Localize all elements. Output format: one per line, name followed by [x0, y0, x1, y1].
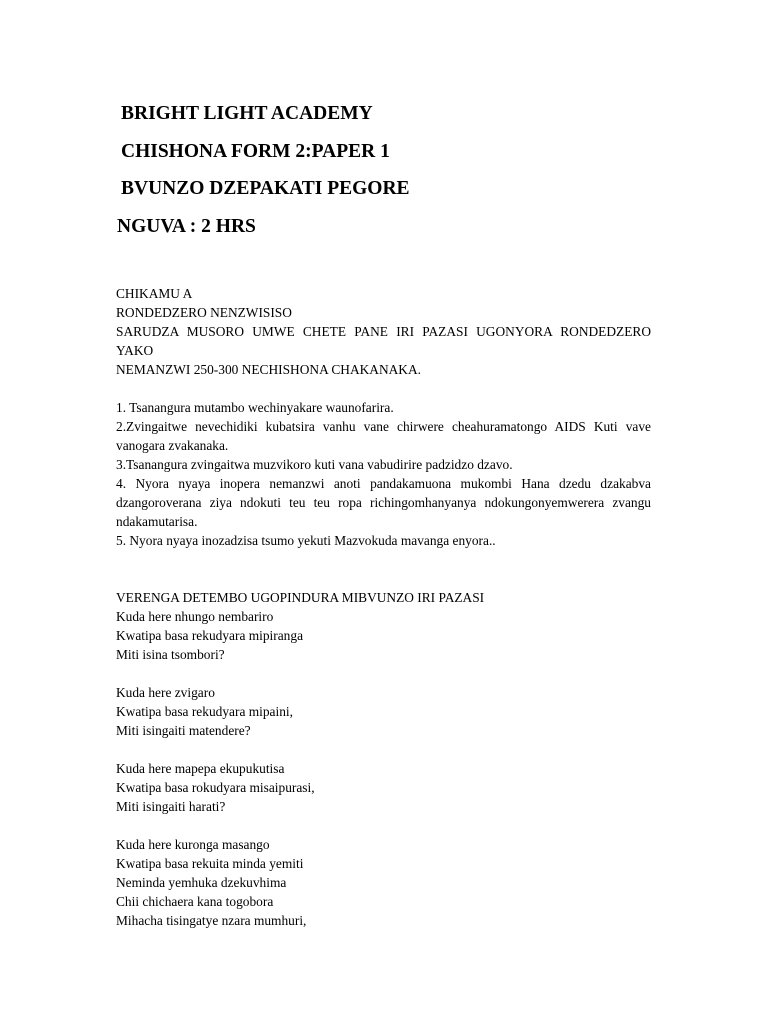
subject-title: CHISHONA FORM 2:PAPER 1 — [121, 141, 390, 162]
poem-stanza — [116, 607, 651, 664]
poem-line: Kuda here zvigaro — [116, 685, 215, 700]
word-count-instruction: NEMANZWI 250-300 NECHISHONA CHAKANAKA. — [116, 362, 421, 377]
duration-label: NGUVA : 2 HRS — [117, 216, 256, 237]
poem-line: Chii chichaera kana togobora — [116, 894, 274, 909]
poem-line: Kwatipa basa rekuita minda yemiti — [116, 856, 304, 871]
question-item: 2.Zvingaitwe nevechidiki kubatsira vanhu vane chirwere cheahuramatongo AIDS Kuti vave vanogara zvakanaka. — [116, 419, 651, 453]
section-title: CHIKAMU A — [116, 286, 193, 301]
exam-title: BVUNZO DZEPAKATI PEGORE — [121, 178, 410, 199]
poem-line: Miti isingaiti matendere? — [116, 723, 251, 738]
poem-line: Kwatipa basa rokudyara misaipurasi, — [116, 780, 315, 795]
poem-stanza — [116, 835, 651, 930]
poem-line: Mihacha tisingatye nzara mumhuri, — [116, 913, 307, 928]
question-item: 5. Nyora nyaya inozadzisa tsumo yekuti Mazvokuda mavanga enyora.. — [116, 533, 496, 548]
poem-line: Miti isingaiti harati? — [116, 799, 226, 814]
poem-line: Kwatipa basa rekudyara mipiranga — [116, 628, 304, 643]
poem-line: Kuda here nhungo nembariro — [116, 609, 274, 624]
section-instruction: SARUDZA MUSORO UMWE CHETE PANE IRI PAZASI UGONYORA RONDEDZERO YAKO — [116, 324, 651, 358]
poem-line: Kuda here kuronga masango — [116, 837, 270, 852]
poem-line: Neminda yemhuka dzekuvhima — [116, 875, 287, 890]
poem-stanza — [116, 759, 651, 816]
poem-line: Kwatipa basa rekudyara mipaini, — [116, 704, 293, 719]
poem-instruction: VERENGA DETEMBO UGOPINDURA MIBVUNZO IRI PAZASI — [116, 590, 485, 605]
poem-line: Kuda here mapepa ekupukutisa — [116, 761, 285, 776]
poem-stanza — [116, 683, 651, 740]
poem-line: Miti isina tsombori? — [116, 647, 225, 662]
section-subtitle: RONDEDZERO NENZWISISO — [116, 305, 292, 320]
question-item: 3.Tsanangura zvingaitwa muzvikoro kuti vana vabudirire padzidzo dzavo. — [116, 457, 513, 472]
question-item: 4. Nyora nyaya inopera nemanzwi anoti pandakamuona mukombi Hana dzedu dzakabva dzangoroverana ziya ndokuti teu teu ropa richingomhanyanya ndokungonyemwerera zvangu ndakamutarisa. — [116, 476, 651, 529]
question-item: 1. Tsanangura mutambo wechinyakare waunofarira. — [116, 400, 394, 415]
school-name: BRIGHT LIGHT ACADEMY — [121, 103, 373, 124]
exam-body — [116, 284, 651, 930]
